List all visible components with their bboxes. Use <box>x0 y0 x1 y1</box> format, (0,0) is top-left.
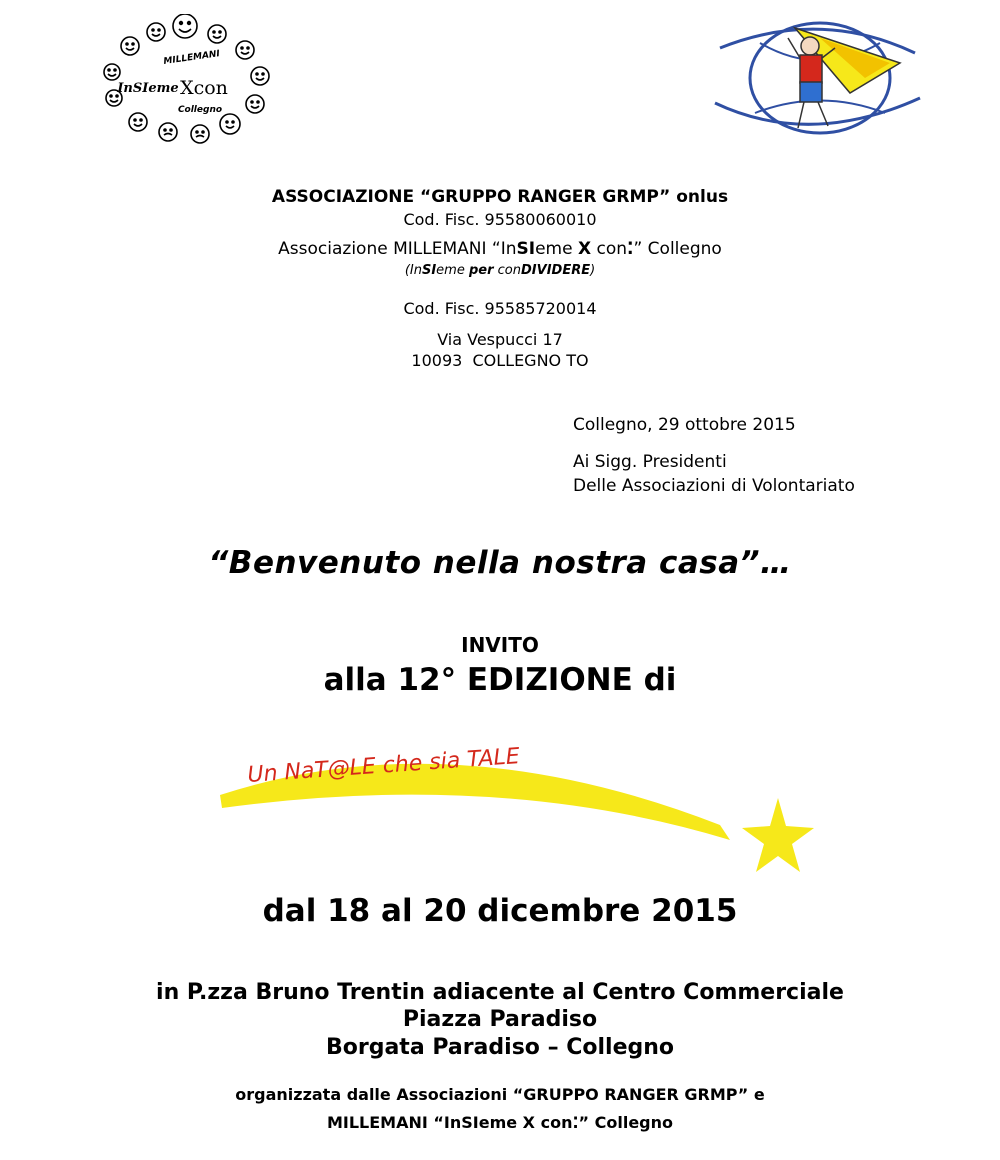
motto-part: (In <box>404 263 422 278</box>
association-millemani <box>0 239 1000 259</box>
letter-date: Collegno, 29 ottobre 2015 <box>573 415 796 435</box>
motto-part-bold: per <box>468 263 494 278</box>
assoc-part: eme <box>535 239 578 259</box>
motto-part-bold: SI <box>421 263 437 278</box>
location-line-3: Borgata Paradiso – Collegno <box>325 1035 675 1060</box>
logo-text-bottom: Collegno <box>177 105 223 115</box>
motto-part: con <box>493 263 521 278</box>
assoc-part: con <box>591 239 627 259</box>
organizers-line-2: MILLEMANI “InSIeme X con⁚” Collegno <box>326 1113 674 1132</box>
association-motto <box>0 263 1000 278</box>
assoc-part: ” Collegno <box>633 239 722 259</box>
logo-text-top: MILLEMANI <box>162 49 221 67</box>
address-street: Via Vespucci 17 <box>437 330 563 349</box>
star-icon <box>742 798 814 872</box>
address-city: 10093 COLLEGNO TO <box>411 351 589 370</box>
organizers-line-1: organizzata dalle Associazioni “GRUPPO RANGER GRMP” e <box>235 1085 765 1104</box>
recipient-line-1: Ai Sigg. Presidenti <box>573 452 727 472</box>
assoc-part-bold: X <box>577 239 592 259</box>
welcome-heading: “Benvenuto nella nostra casa”… <box>208 545 792 581</box>
millemani-logo <box>100 14 280 150</box>
assoc-part: Associazione MILLEMANI “In <box>278 239 517 259</box>
location-line-2: Piazza Paradiso <box>402 1007 598 1032</box>
location-line-1: in P.zza Bruno Trentin adiacente al Centro Commerciale <box>156 980 844 1005</box>
assoc-part-bold: ⁚ <box>627 239 634 259</box>
event-logo <box>200 730 820 890</box>
motto-part-bold: DIVIDERE <box>521 263 591 278</box>
assoc-part-bold: SI <box>516 239 536 259</box>
logo-text-center: Xcon <box>180 77 228 99</box>
logo-text-left: InSIeme <box>117 81 179 96</box>
fiscal-code-2: Cod. Fisc. 95585720014 <box>403 299 597 318</box>
edition-heading: alla 12° EDIZIONE di <box>323 662 677 698</box>
motto-part: ) <box>590 263 596 278</box>
motto-part: eme <box>436 263 469 278</box>
recipient-line-2: Delle Associazioni di Volontariato <box>573 476 855 496</box>
fiscal-code-1: Cod. Fisc. 95580060010 <box>403 210 597 229</box>
ranger-globe-logo <box>700 18 930 138</box>
organization-title: ASSOCIAZIONE “GRUPPO RANGER GRMP” onlus <box>271 187 729 207</box>
invitation-label: INVITO <box>461 633 539 657</box>
event-dates: dal 18 al 20 dicembre 2015 <box>262 893 738 929</box>
event-logo-text: Un NaT@LE che sia TALE <box>246 744 521 788</box>
